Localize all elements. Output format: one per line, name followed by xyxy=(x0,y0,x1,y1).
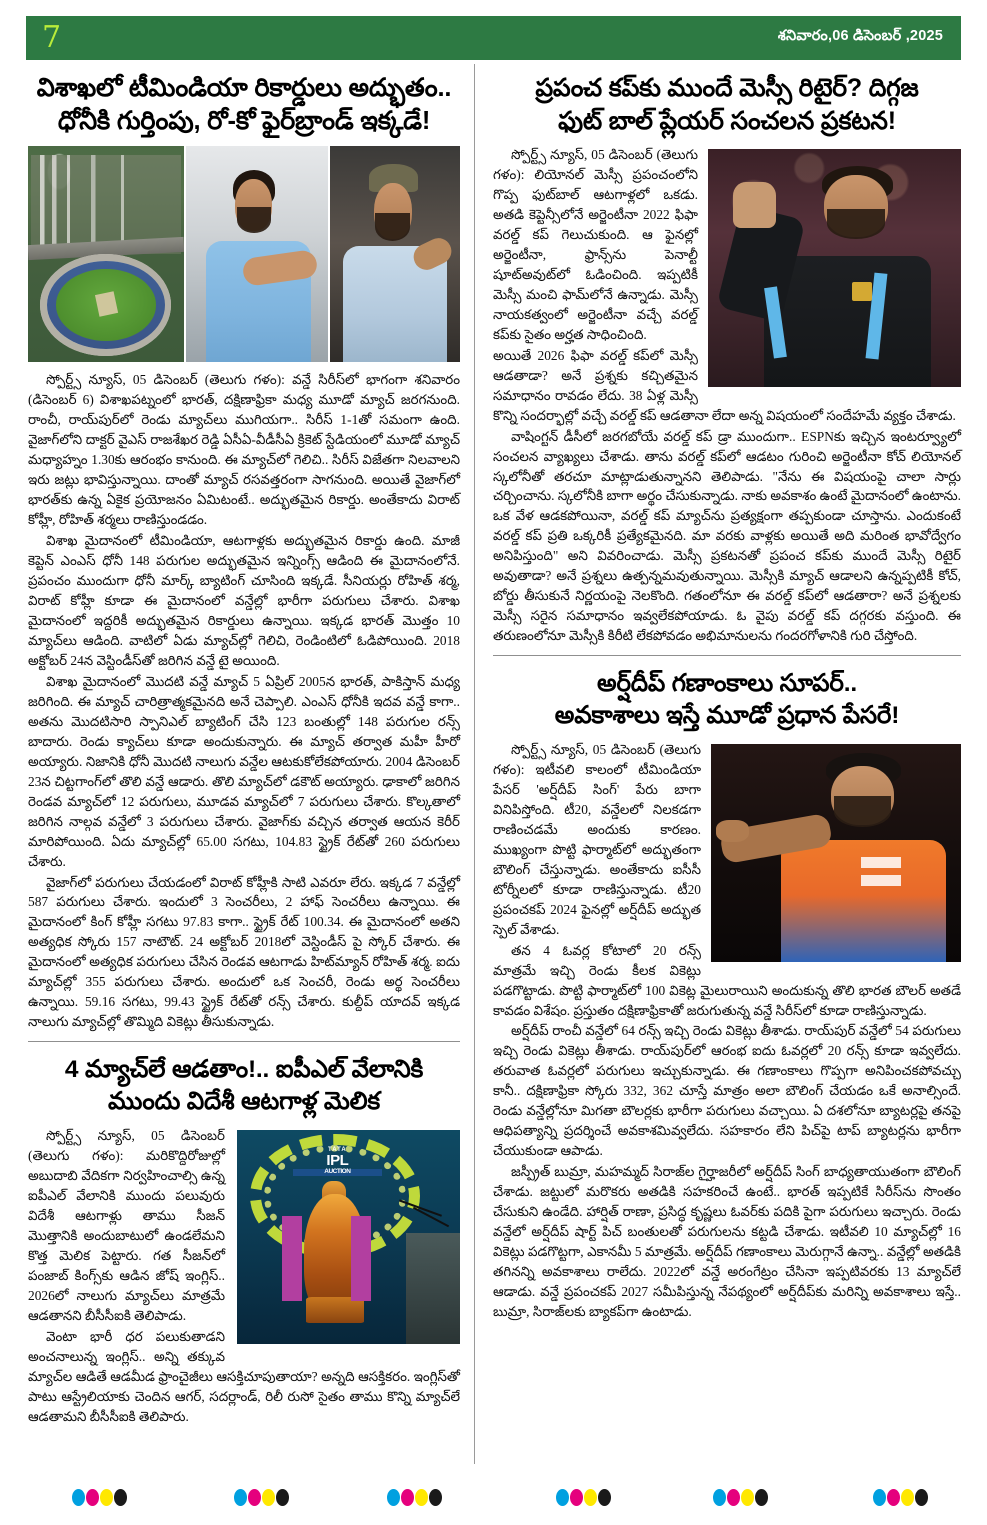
trophy-ribbon-left xyxy=(282,1216,302,1302)
stage-podium xyxy=(406,1233,460,1344)
arshdeep-paragraph: తన 4 ఓవర్ల కోటాలో 20 రన్స్ మాత్రమే ఇచ్చి రెండు కీలక వికెట్లు పడగొట్టాడు. పొట్టి ఫార్మాట్‌లో 100 వికెట్ల మైలురాయిని అందుకున్న తొలి భారత బౌలర్ అతడే కావడం విశేషం. ప్రస్తుతం దక్షిణాఫ్రికాతో జరుగుతున్న వన్డే సిరీస్‌లో కూడా రాణిస్తున్నాడు. xyxy=(493,942,961,1018)
vizag-paragraph: వైజాగ్‌లో పరుగులు చేయడంలో విరాట్ కోహ్లీకి సాటి ఎవరూ లేరు. ఇక్కడ 7 వన్డేల్లో 587 పరుగులు చేశారు. ఇందులో 3 సెంచరీలు, 2 హాఫ్ సెంచరీలు ఉన్నాయి. ఈ మైదానంలో కింగ్ కోహ్లీ సగటు 97.83 కాగా.. స్ట్రైక్ రేట్ 100.34. ఈ మైదానంలో అతని అత్యధిక స్కోరు 157 నాటౌట్. 24 అక్టోబర్ 2018లో వెస్టిండీస్ పై స్కోర్ చేశారు. ఈ మైదానంలో అత్యధిక పరుగులు చేసిన రెండవ ఆటగాడు హిట్‌మ్యాన్ రోహిత్ శర్మ. ఐదు మ్యాచ్‌ల్లో 355 పరుగులు చేశారు. అందులో ఒక సెంచరీ, రెండు అర్థ సెంచరీలు ఉన్నాయి. 59.16 సగటు, 99.43 స్ట్రైక్ రేట్‌తో రన్స్ చేశారు. కుల్దీప్ యాదవ్ ఇక్కడ నాలుగు మ్యాచ్‌ల్లో తొమ్మిది వికెట్లు తీసుకున్నాడు. xyxy=(28,874,460,1030)
ipl-body xyxy=(28,1126,460,1427)
arshdeep-headline-line2: అవకాశాలు ఇస్తే మూడో ప్రధాన పేసరే! xyxy=(554,702,900,730)
masthead-date: శనివారం,06 డిసెంబర్ ,2025 xyxy=(777,28,943,44)
vizag-headline-line2: ధోనీకి గుర్తింపు, రో-కో ఫైర్‌బ్రాండ్ ఇక్కడే! xyxy=(57,107,431,136)
page-number: 7 xyxy=(42,20,63,55)
arshdeep-body xyxy=(493,740,961,1322)
right-column xyxy=(474,64,987,1464)
arshdeep-headline xyxy=(493,668,961,732)
registration-dot xyxy=(86,1489,99,1506)
registration-dot xyxy=(114,1489,127,1506)
registration-dot xyxy=(248,1489,261,1506)
registration-dot xyxy=(755,1489,768,1506)
ipl-headline-line2: ముందు విదేశీ ఆటగాళ్ల మెలిక xyxy=(108,1088,380,1116)
ipl-logo-brand: TATA xyxy=(328,1147,347,1154)
vizag-paragraph: విశాఖ మైదానంలో టీమిండియా, ఆటగాళ్లకు అద్భుతమైన రికార్డు ఉంది. మాజీ కెప్టెన్ ఎంఎస్ ధోనీ 148 పరుగుల అద్భుతమైన ఇన్నింగ్స్ ఆడింది ఈ మైదానంలోనే. ప్రపంచం ముందుగా ధోనీ మార్క్ బ్యాటింగ్ చూసింది ఇక్కడే. సీనియర్లు రోహిత్ శర్మ, విరాట్ కోహ్లీ కూడా ఈ మైదానంలో వన్డేల్లో భారీగా పరుగులు చేశారు. విశాఖ మైదానంలో ఇద్దరికీ అద్భుతమైన రికార్డులు ఉన్నాయి. ఇక్కడ భారత్ మొత్తం 10 మ్యాచ్‌లు ఆడింది. వాటిలో ఏడు మ్యాచ్‌ల్లో గెలిచి, రెండింటిలో ఓడిపోయింది. 2018 అక్టోబర్ 24న వెస్టిండీస్‌తో జరిగిన వన్డే టై అయింది. xyxy=(28,533,460,668)
page-content xyxy=(0,64,987,1464)
article-arshdeep xyxy=(493,668,961,1322)
ipl-paragraph: వెంటా భారీ ధర పలుకుతాడని అంచనాలున్న ఇంగ్లిస్.. అన్ని తక్కువ మ్యాచ్‌ల ఆడితే ఆడమీడ ఫ్రాంచైజీలు ఆసక్తిచూపుతాయా? అన్నది ఆసక్తికరం. ఇంగ్లిస్‌తో పాటు ఆస్ట్రేలియాకు చెందిన ఆగర్, సదర్లాండ్, రిలీ రుసో సైతం తాము కొన్ని మ్యాచ్‌లే ఆడతామని బీసీసీఐకి తెలిపారు. xyxy=(28,1328,460,1424)
registration-mark-group xyxy=(387,1489,442,1506)
vizag-body xyxy=(28,370,460,1032)
registration-dot xyxy=(234,1489,247,1506)
registration-dot xyxy=(584,1489,597,1506)
registration-dot xyxy=(556,1489,569,1506)
registration-mark-group xyxy=(873,1489,928,1506)
microphone-icon xyxy=(413,1206,449,1227)
ipl-paragraph: స్పోర్ట్స్ న్యూస్, 05 డిసెంబర్ (తెలుగు గళం): మరికొద్దిరోజుల్లో అబుదాబి వేదికగా నిర్వహించాల్సి ఉన్న ఐపీఎల్ వేలానికి ముందు పలువురు విదేశీ ఆటగాళ్లు తాము సీజన్ మొత్తానికి అందుబాటులో ఉండలేమని కొత్త మెలిక పెట్టారు. గత సీజన్‌లో పంజాబ్ కింగ్స్‌కు ఆడిన జోష్ ఇంగ్లిస్.. 2026లో నాలుగు మ్యాచ్‌లు మాత్రమే ఆడతానని బీసీసీఐకి తెలిపాడు. xyxy=(28,1127,225,1323)
vizag-headline xyxy=(28,72,460,138)
vizag-photo-strip xyxy=(28,146,460,362)
registration-mark-group xyxy=(556,1489,611,1506)
ipl-headline xyxy=(28,1054,460,1118)
registration-dot xyxy=(873,1489,886,1506)
arshdeep-singh-photo xyxy=(711,744,961,962)
registration-dot xyxy=(401,1489,414,1506)
registration-mark-group xyxy=(713,1489,768,1506)
messi-body xyxy=(493,145,961,646)
ipl-auction-trophy-photo xyxy=(237,1130,460,1344)
registration-dot xyxy=(713,1489,726,1506)
left-column xyxy=(0,64,474,1464)
arshdeep-headline-line1: అర్ష్‌దీప్ గణాంకాలు సూపర్.. xyxy=(597,670,857,698)
article-divider xyxy=(28,1041,460,1042)
registration-dot xyxy=(276,1489,289,1506)
ipl-logo-event: AUCTION xyxy=(293,1169,382,1176)
registration-dot xyxy=(915,1489,928,1506)
registration-mark-group xyxy=(72,1489,127,1506)
article-messi xyxy=(493,72,961,646)
registration-dot xyxy=(570,1489,583,1506)
arshdeep-paragraph: జస్ప్రీత్ బుమ్రా, మహమ్మద్ సిరాజ్‌ల గైర్హాజరీలో అర్ష్‌దీప్ సింగ్ బాధ్యతాయుతంగా బౌలింగ్ చేశాడు. జట్టులో మరొకరు అతడికి సహకరించే ఉంటే.. భారత్ ఇప్పటికే సిరీస్‌ను సొంతం చేసుకుని ఉండేది. హార్షిత్ రాణా, ప్రసిద్ధ కృష్ణలు ఓవర్‌కు పదికి పైగా పరుగులు ఇచ్చారు. రెండు వన్డేలో అర్ష్‌దీప్ షార్ట్ పిచ్ బంతులతో పరుగులను కట్టడి చేశాడు. ఇటీవలి 10 మ్యాచ్‌ల్లో 16 వికెట్లు పడగొట్టగా, ఎకానమీ 5 మాత్రమే. అర్ష్‌దీప్ గణాంకాలు మెరుగ్గానే ఉన్నా.. వన్డేల్లో అతడికి తగినన్ని అవకాశాలు రాలేదు. 2022లో వన్డే అరంగేట్రం చేసినా ఇప్పటివరకు 13 మ్యాచ్‌లే ఆడాడు. వన్డే ప్రపంచకప్ 2027 సమీపిస్తున్న నేపథ్యంలో అర్ష్‌దీప్‌కు మరిన్ని అవకాశాలు ఇస్తే.. బుమ్రా, సిరాజ్‌లకు బ్యాకప్‌గా ఉంటాడు. xyxy=(493,1164,961,1320)
cmyk-registration-marks xyxy=(0,1483,987,1509)
registration-dot xyxy=(598,1489,611,1506)
registration-dot xyxy=(415,1489,428,1506)
virat-kohli-photo xyxy=(186,146,328,362)
messi-paragraph: స్పోర్ట్స్ న్యూస్, 05 డిసెంబర్ (తెలుగు గళం): లియోనల్ మెస్సీ ప్రపంచంలోని గొప్ప ఫుట్‌బాల్ ఆటగాళ్లలో ఒకడు. అతడి కెప్టెన్సీలోనే అర్జెంటీనా 2022 ఫిఫా వరల్డ్ కప్ గెలుచుకుంది. ఆ ఫైనల్లో అర్జెంటీనా, ఫ్రాన్స్‌ను పెనాల్టీ షూట్‌అవుట్‌లో ఓడించింది. ఇప్పటికీ మెస్సీ మంచి ఫామ్‌లోనే ఉన్నాడు. మెస్సీ నాయకత్వంలో అర్జెంటీనా వచ్చే వరల్డ్ కప్‌కు సైతం అర్హత సాధించింది. xyxy=(493,147,698,342)
messi-paragraph: వాషింగ్టన్ డీసీలో జరగబోయే వరల్డ్ కప్ డ్రా ముందుగా.. ESPNకు ఇచ్చిన ఇంటర్వ్యూలో సంచలన వ్యాఖ్యలు చేశాడు. తాను వరల్డ్ కప్‌లో ఆడటం గురించి అర్జెంటీనా కోచ్ లియోనల్ స్కలోనీతో తరచూ మాట్లాడుతున్నానని తెలిపాడు. "నేను ఈ విషయంపై చాలా సార్లు చర్చించాను. స్కలోనీకి బాగా అర్థం చేసుకున్నాడు. నాకు అవకాశం ఉంటే మైదానంలో ఉంటాను. ఒక వేళ ఆడకపోయినా, వరల్డ్ కప్ మ్యాచ్‌ను ప్రత్యక్షంగా తప్పకుండా చూస్తాను. ఎందుకంటే వరల్డ్ కప్ ప్రతి ఒక్కరికీ ప్రత్యేకమైనది. మా వరకు వాళ్లకు అయితే అది మరింత భావోద్వేగం అనిపిస్తుంది" అని వివరించాడు. మెస్సీ ప్రకటనతో ప్రపంచ కప్‌కు ముందే మెస్సీ రిటైర్ అవుతాడా? అనే ప్రశ్నలు ఉత్పన్నమవుతున్నాయి. మెస్సీకి మ్యాచ్ ఆడాలని ఉన్నప్పటికీ కోచ్, బోర్డు తీసుకునే నిర్ణయంపై నెలకొంది. గతంలోనూ ఈ వరల్డ్ కప్‌లో ఆడతారా? అనే ప్రశ్నలకు మెస్సీ సరైన సమాధానం ఇవ్వలేకపోయాడు. ఓ వైపు వరల్డ్ కప్ దగ్గరకు వస్తుంది. ఈ తరుణంలోనూ మెస్సీకి కిరీటి లేకపోవడం అభిమానులను గందరగోళానికి గురి చేస్తోంది. xyxy=(493,428,961,644)
vizag-paragraph: విశాఖ మైదానంలో మొదటి వన్డే మ్యాచ్ 5 ఏప్రిల్ 2005న భారత్, పాకిస్తాన్ మధ్య జరిగింది. ఈ మ్యాచ్ చారిత్రాత్మకమైనది అనే చెప్పాలి. ఎంఎస్ ధోనీకి ఇదవ వన్డే కాగా.. అతను మొదటిసారి స్పానిఎల్ బ్యాటింగ్ చేసి 123 బంతుల్లో 148 పరుగుల రన్స్ బాదారు. రెండు క్యాచ్‌లు కూడా అందుకున్నారు. ఈ మ్యాచ్ తర్వాత మహీ హీరో అయ్యారు. నిజానికి ధోనీ మొదటి నాలుగు వన్డేల ఆటకుకోలేకపోయారు. 2004 డిసెంబర్ 23న చిట్టగాంగ్‌లో తొలి వన్డే ఆడారు. తొలి మ్యాచ్‌లో డకౌట్ అయ్యారు. ఢాకాలో జరిగిన రెండవ మ్యాచ్‌లో 12 పరుగులు, మూడవ మ్యాచ్‌లో 7 పరుగులు చేశారు. కొల్కతాలో జరిగిన నాల్గవ వన్డేలో 3 పరుగులు చేశారు. వైజాగ్‌కు వచ్చిన తర్వాత ఆయన కెరీర్ మారిపోయింది. ఏదు మ్యాచ్‌ల్లో 65.00 సగటు, 104.83 స్ట్రైక్ రేట్‌తో 260 పరుగులు చేశారు. xyxy=(28,673,460,869)
article-ipl xyxy=(28,1054,460,1426)
vizag-headline-line1: విశాఖలో టీమిండియా రికార్డులు అద్భుతం.. xyxy=(36,74,452,102)
vizag-stadium-aerial-photo xyxy=(28,146,184,362)
article-divider xyxy=(493,655,961,656)
registration-dot xyxy=(429,1489,442,1506)
ipl-headline-line1: 4 మ్యాచ్‌లే ఆడతాం!.. ఐపీఎల్ వేలానికి xyxy=(64,1056,424,1084)
messi-headline-line1: ప్రపంచ కప్‌కు ముందే మెస్సీ రిటైర్? దిగ్గజ xyxy=(535,74,919,102)
registration-dot xyxy=(727,1489,740,1506)
rohit-sharma-photo xyxy=(330,146,460,362)
article-vizag xyxy=(28,72,460,1032)
registration-dot xyxy=(887,1489,900,1506)
registration-mark-group xyxy=(234,1489,289,1506)
registration-dot xyxy=(901,1489,914,1506)
messi-headline xyxy=(493,72,961,137)
registration-dot xyxy=(741,1489,754,1506)
registration-dot xyxy=(262,1489,275,1506)
messi-headline-line2: ఫుట్ బాల్ ప్లేయర్ సంచలన ప్రకటన! xyxy=(558,106,896,135)
ipl-logo-league: IPL xyxy=(326,1152,349,1170)
registration-dot xyxy=(100,1489,113,1506)
arshdeep-paragraph: అర్ష్‌దీప్ రాంచీ వన్డేలో 64 రన్స్ ఇచ్చి రెండు వికెట్లు తీశాడు. రాయ్‌పుర్ వన్డేలో 54 పరుగులు ఇచ్చి రెండు వికెట్లు తీశాడు. రాయ్‌పుర్‌లో ఆరంభ ఐదు ఓవర్లలో 20 రన్స్ కూడా ఇవ్వలేదు. తరువాత ఓవర్లలో పరుగులు ఇచ్చుకున్నాడు. ఈ గణాంకాలు గొప్పగా అనిపించకపోవచ్చు కానీ.. దక్షిణాఫ్రికా స్కోరు 332, 362 చూస్తే మాత్రం అలా బౌలింగ్ చేయడం ఒకే అనాల్సిందే. రెండు వన్డేల్లోనూ మిగతా బౌలర్లకు భారీగా పరుగులు వచ్చాయి. ఏ దశలోనూ బ్యాటర్లపై తనపై ఆధిపత్యాన్ని ప్రదర్శించే అవకాశమివ్వలేదు. సహకారం లేని పిచ్‌పై టాప్ బ్యాటర్లను భారీగా చేయుకుండా ఆపాడు. xyxy=(493,1023,961,1159)
registration-dot xyxy=(72,1489,85,1506)
registration-dot xyxy=(387,1489,400,1506)
messi-paragraph: అయితే 2026 ఫిఫా వరల్డ్ కప్‌లో మెస్సీ ఆడతాడా? అనే ప్రశ్నకు కచ్చితమైన సమాధానం రావడం లేదు. 38 ఏళ్ల మెస్సీ కొన్ని సందర్భాల్లో వచ్చే వరల్డ్ కప్ ఆడతానా లేదా అన్న విషయంలో సందేహమే వ్యక్తం చేశాడు. xyxy=(493,347,956,423)
lionel-messi-photo xyxy=(708,149,961,387)
arshdeep-paragraph: స్పోర్ట్స్ న్యూస్, 05 డిసెంబర్ (తెలుగు గళం): ఇటీవలి కాలంలో టీమిండియా పేసర్ 'అర్ష్‌దీప్ సింగ్' పేరు బాగా వినిపిస్తోంది. టీ20, వన్డేలలో నిలకడగా రాణించడమే అందుకు కారణం. ముఖ్యంగా పొట్టి ఫార్మాట్‌లో అద్భుతంగా బౌలింగ్ చేస్తున్నాడు. అంతేకాదు ఐసీసీ టోర్నీలలో కూడా రాణిస్తున్నాడు. టీ20 ప్రపంచకప్ 2024 ఫైనల్లో అర్ష్‌దీప్ అద్భుత స్పెల్ వేశాడు. xyxy=(493,741,701,937)
vizag-paragraph: స్పోర్ట్స్ న్యూస్, 05 డిసెంబర్ (తెలుగు గళం): వన్డే సిరీస్‌లో భాగంగా శనివారం (డిసెంబర్ 6) విశాఖపట్నంలో భారత్, దక్షిణాఫ్రికా మధ్య మూడో మ్యాచ్ జరగనుంది. రాంచీ, రాయ్‌పుర్‌లో రెండు మ్యాచ్‌లు ముగియగా.. సిరీస్ 1-1తో సమంగా ఉంది. వైజాగ్‌లోని దాక్టర్ వైఎస్ రాజశేఖర రెడ్డి ఏసీఏ-వీడీసీఏ క్రికెట్ స్టేడియంలో మూడో మ్యాచ్ మధ్యాహ్నం 1.30కు ఆరంభం కానుంది. ఈ మ్యాచ్‌లో గెలిచి.. సిరీస్ విజేతగా నిలవాలని ఇరు జట్లు భావిస్తున్నాయి. దాంతో మ్యాచ్ రసవత్తరంగా సాగనుంది. అయితే వైజాగ్‌లో భారత్‌కు ఉన్న ఏకైక ప్రయోజనం ఏమిటంటే.. అద్భుతమైన రికార్డు. అంతేకాదు విరాట్ కోహ్లీ, రోహిత్ శర్మలు రాణిస్తుండడం. xyxy=(28,372,460,528)
trophy-ribbon-right xyxy=(351,1216,371,1302)
masthead-bar xyxy=(26,16,961,60)
